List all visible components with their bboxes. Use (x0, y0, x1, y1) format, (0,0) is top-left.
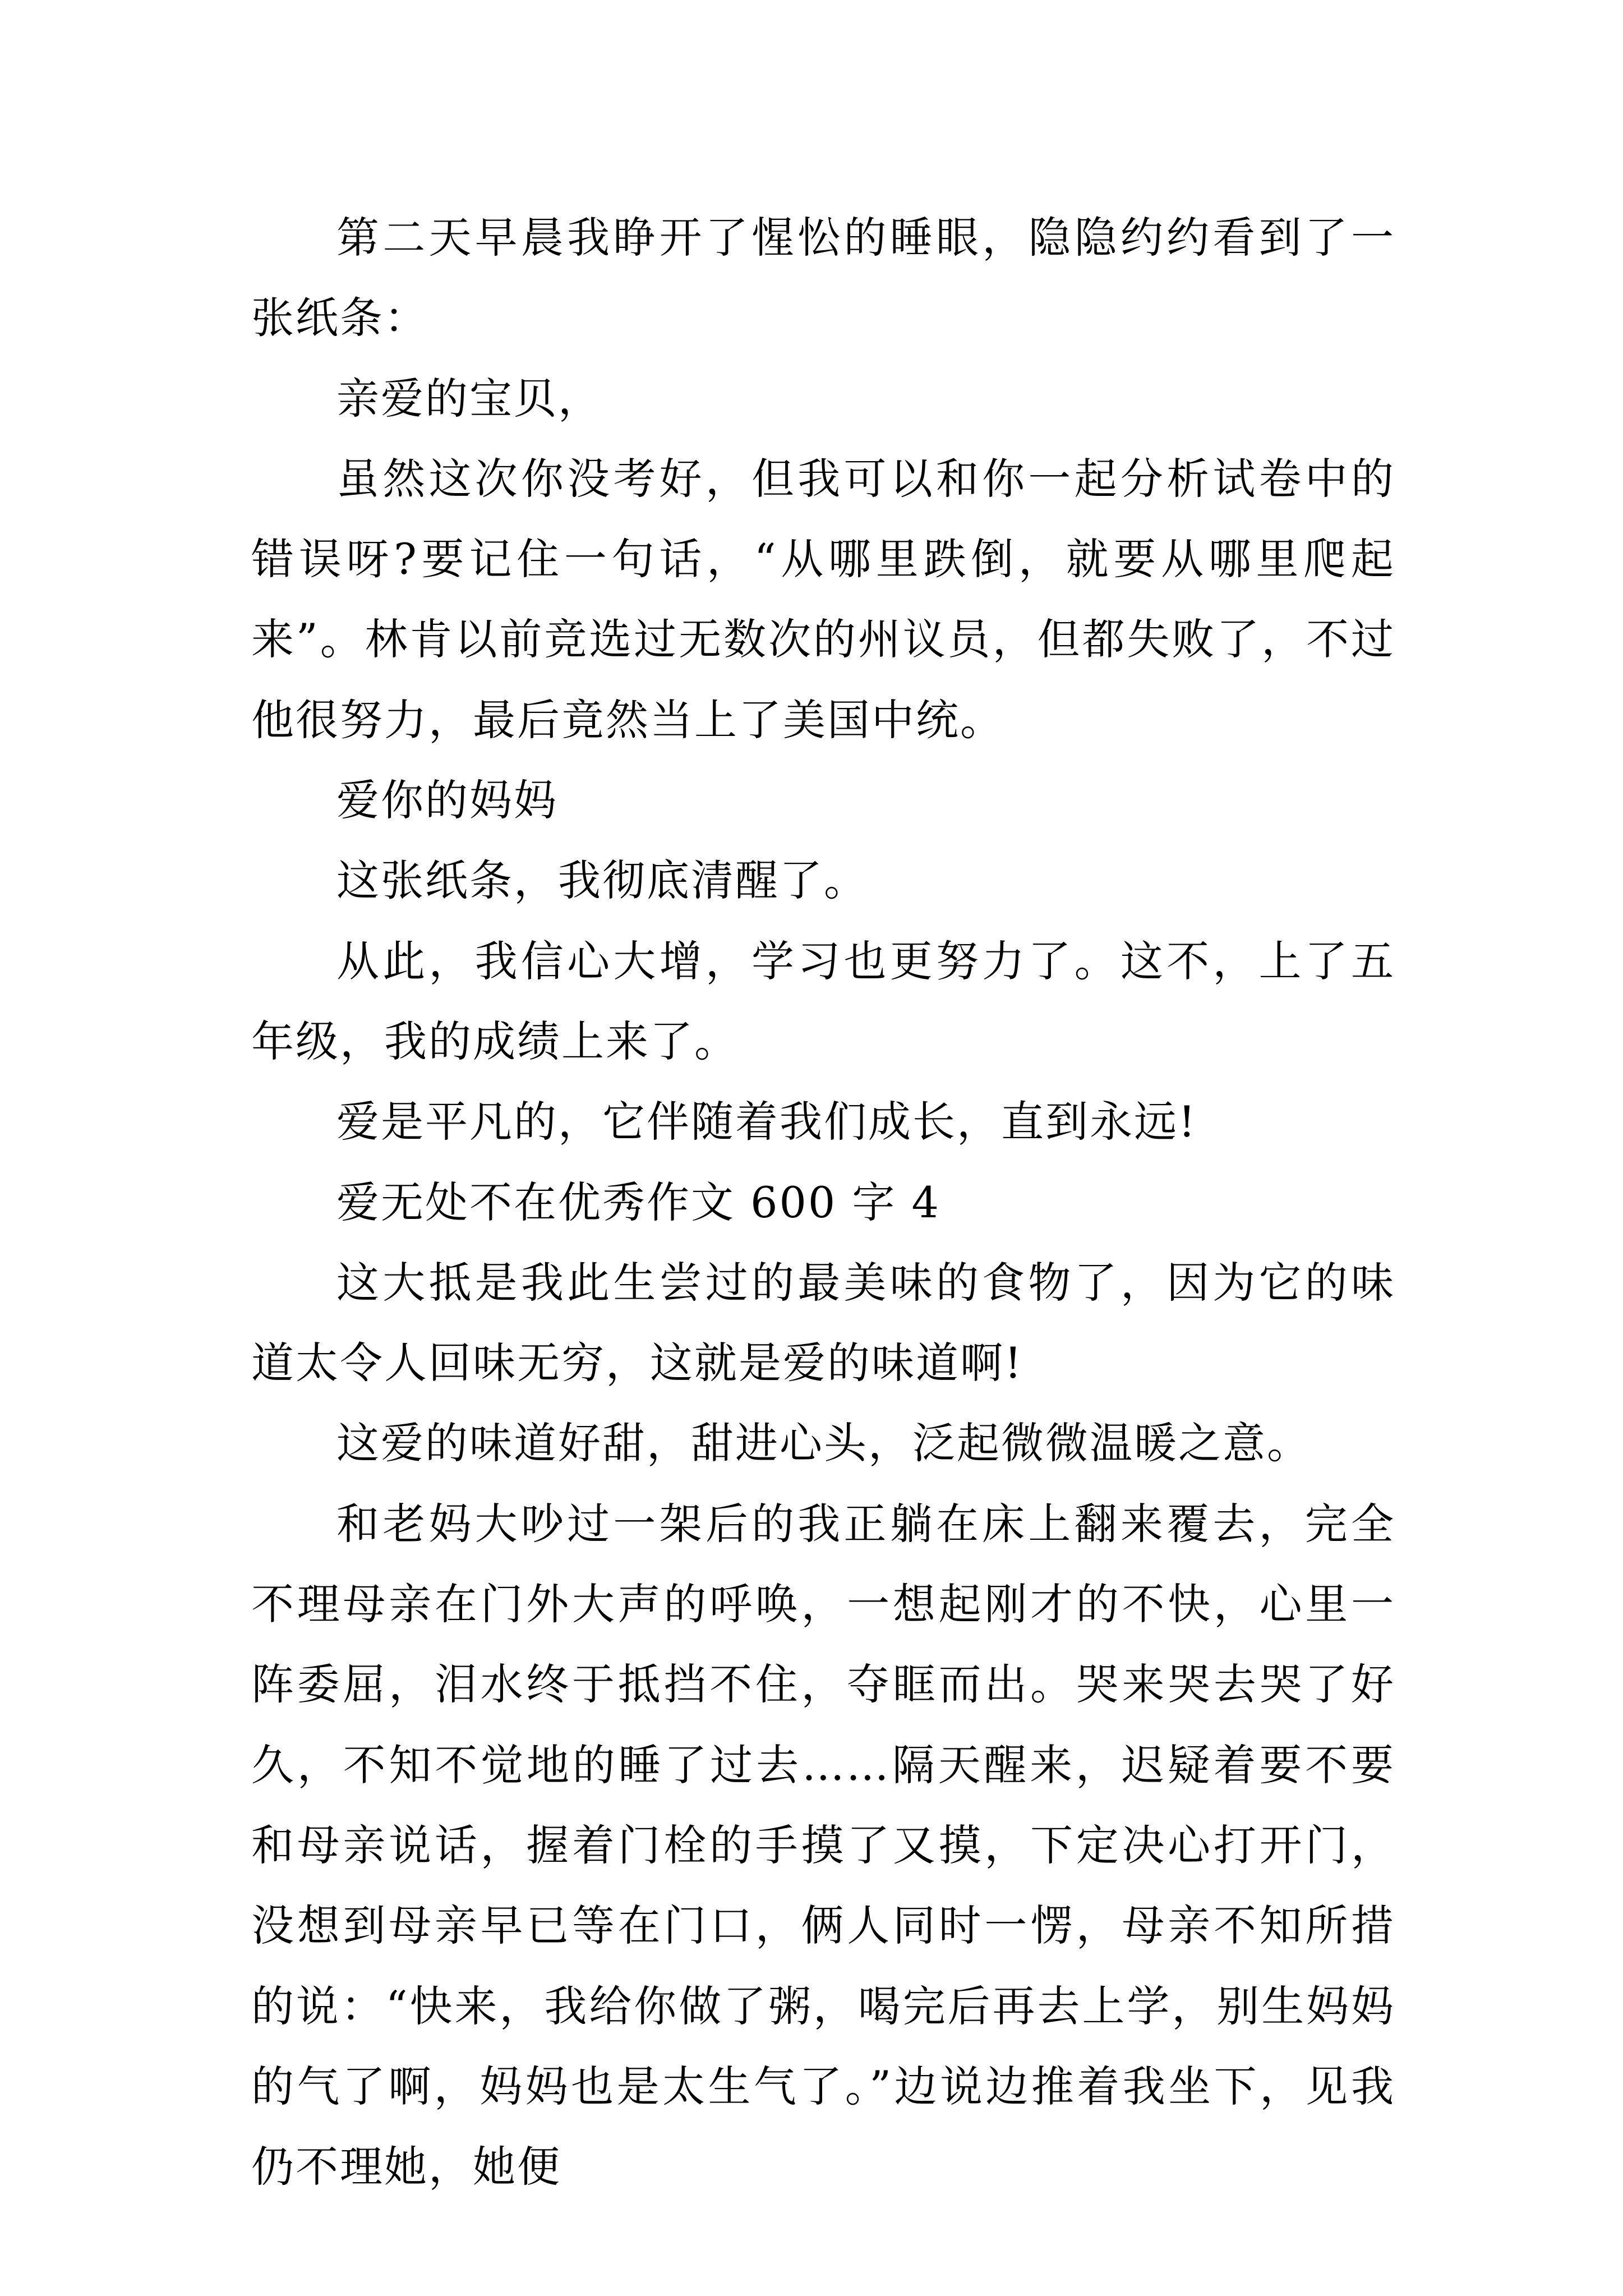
paragraph-4: 爱你的妈妈 (336, 775, 558, 826)
paragraph-5: 这张纸条，我彻底清醒了。 (336, 855, 868, 906)
document-body (251, 197, 1395, 2207)
paragraph-6: 从此，我信心大增，学习也更努力了。这不，上了五年级，我的成绩上来了。 (251, 936, 1395, 1066)
section-heading: 爱无处不在优秀作文 600 字 4 (336, 1177, 940, 1227)
paragraph-10: 这爱的味道好甜，甜进心头，泛起微微温暖之意。 (336, 1418, 1311, 1469)
paragraph-3: 虽然这次你没考好，但我可以和你一起分析试卷中的错误呀?要记住一句话，“从哪里跌倒，就要从哪里爬起来”。林肯以前竞选过无数次的州议员，但都失败了，不过他很努力，最后竟然当上了美国中统。 (251, 453, 1395, 745)
paragraph-1: 第二天早晨我睁开了惺忪的睡眼，隐隐约约看到了一张纸条： (251, 213, 1395, 343)
paragraph-7: 爱是平凡的，它伴随着我们成长，直到永远! (336, 1097, 1197, 1147)
paragraph-2: 亲爱的宝贝， (336, 373, 602, 424)
paragraph-9: 这大抵是我此生尝过的最美味的食物了，因为它的味道太令人回味无穷，这就是爱的味道啊! (251, 1257, 1395, 1388)
paragraph-11: 和老妈大吵过一架后的我正躺在床上翻来覆去，完全不理母亲在门外大声的呼唤，一想起刚才的不快，心里一阵委屈，泪水终于抵挡不住，夺眶而出。哭来哭去哭了好久，不知不觉地的睡了过去……隔天醒来，迟疑着要不要和母亲说话，握着门栓的手摸了又摸，下定决心打开门，没想到母亲早已等在门口，俩人同时一愣，母亲不知所措的说：“快来，我给你做了粥，喝完后再去上学，别生妈妈的气了啊，妈妈也是太生气了。”边说边推着我坐下，见我仍不理她，她便 (251, 1498, 1395, 2192)
